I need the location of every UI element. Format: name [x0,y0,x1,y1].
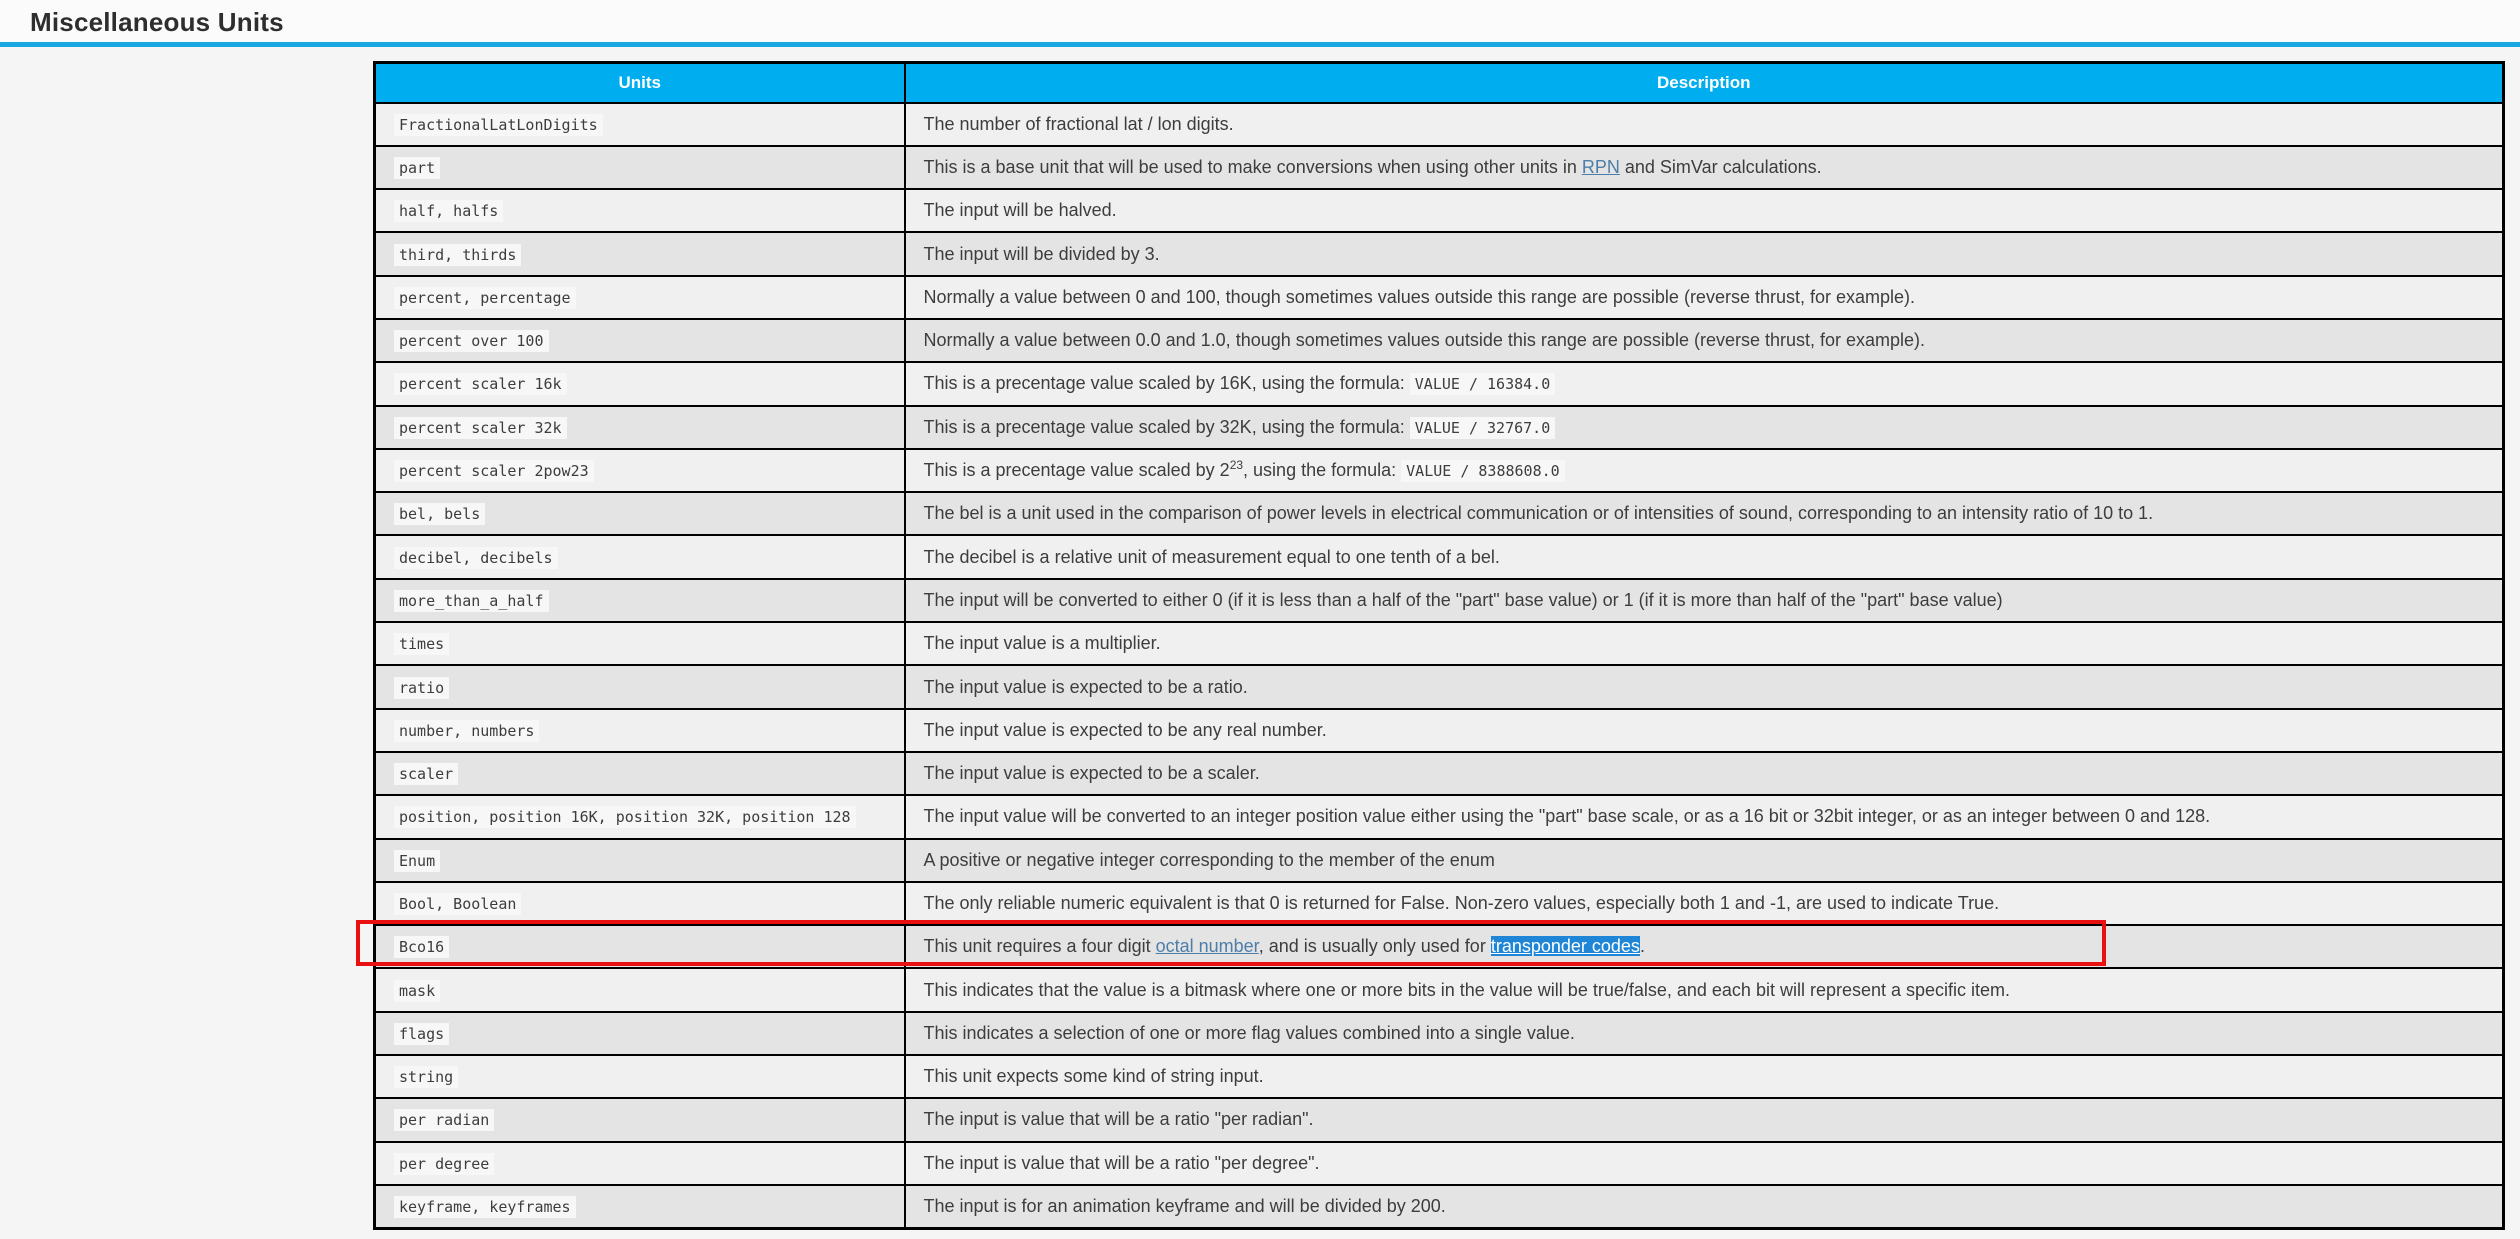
table-row [375,752,2504,795]
unit-name: position, position 16K, position 32K, position 128 [394,806,856,828]
unit-name: Enum [394,850,440,872]
table-row [375,925,2504,968]
table-row [375,709,2504,752]
unit-name: Bool, Boolean [394,893,521,915]
table-row [375,882,2504,925]
column-header-description: Description [905,63,2504,103]
table-row [375,406,2504,449]
description-cell: The input is value that will be a ratio "per radian". [905,1098,2504,1141]
unit-name: percent scaler 16k [394,373,567,395]
unit-name: bel, bels [394,503,485,525]
unit-cell [375,103,905,146]
table-row [375,276,2504,319]
octal-number-link[interactable]: octal number [1155,936,1259,957]
unit-name: Bco16 [394,936,449,958]
unit-name: times [394,633,449,655]
unit-cell [375,882,905,925]
description-cell: This is a precentage value scaled by $2^{23}$, using the formula: VALUE / 8388608.0 [905,449,2504,492]
table-row [375,103,2504,146]
unit-cell [375,968,905,1011]
page-title: Miscellaneous Units [30,7,284,37]
description-cell: This is a base unit that will be used to make conversions when using other units in RPN and SimVar calculations. [905,146,2504,189]
unit-name: per radian [394,1109,494,1131]
unit-cell [375,319,905,362]
unit-cell [375,1185,905,1228]
unit-cell [375,752,905,795]
unit-cell [375,622,905,665]
description-cell: The input value will be converted to an integer position value either using the "part" base scale, or as a 16 bit or 32bit integer, or as an integer between 0 and 128. [905,795,2504,838]
page-header [0,0,2520,42]
unit-cell [375,146,905,189]
unit-cell [375,1142,905,1185]
unit-cell [375,579,905,622]
unit-name: decibel, decibels [394,547,558,569]
table-row [375,449,2504,492]
table-row [375,492,2504,535]
description-cell: The input value is expected to be a ratio. [905,665,2504,708]
unit-name: per degree [394,1153,494,1175]
unit-cell [375,795,905,838]
unit-cell [375,1012,905,1055]
inline-code: VALUE / 8388608.0 [1401,460,1565,482]
table-row [375,665,2504,708]
table-row [375,795,2504,838]
description-cell: Normally a value between 0.0 and 1.0, though sometimes values outside this range are possible (reverse thrust, for example). [905,319,2504,362]
table-row [375,1098,2504,1141]
rpn-link[interactable]: RPN [1581,156,1620,177]
table-row [375,1055,2504,1098]
header-row [375,63,2504,103]
title-underline [0,42,2520,47]
description-cell: The input will be converted to either 0 (if it is less than a half of the "part" base value) or 1 (if it is more than half of the "part" base value) [905,579,2504,622]
unit-name: scaler [394,763,458,785]
table-body [375,103,2504,1229]
table-row [375,1142,2504,1185]
units-table-container [373,61,2505,1230]
unit-name: percent over 100 [394,330,549,352]
table-row [375,319,2504,362]
table-row [375,839,2504,882]
description-cell: The input value is a multiplier. [905,622,2504,665]
description-cell: This unit expects some kind of string input. [905,1055,2504,1098]
unit-cell [375,362,905,405]
unit-cell [375,449,905,492]
unit-cell [375,232,905,275]
unit-cell [375,1055,905,1098]
unit-name: mask [394,980,440,1002]
units-table [373,61,2505,1230]
unit-name: FractionalLatLonDigits [394,114,603,136]
unit-name: ratio [394,677,449,699]
unit-cell [375,189,905,232]
description-cell: The number of fractional lat / lon digits. [905,103,2504,146]
description-cell: The input will be halved. [905,189,2504,232]
unit-cell [375,535,905,578]
description-cell: The decibel is a relative unit of measurement equal to one tenth of a bel. [905,535,2504,578]
transponder-codes-link[interactable]: transponder codes [1490,936,1640,957]
unit-name: string [394,1066,458,1088]
description-cell: The input is for an animation keyframe and will be divided by 200. [905,1185,2504,1228]
description-cell: The bel is a unit used in the comparison of power levels in electrical communication or of intensities of sound, corresponding to an intensity ratio of 10 to 1. [905,492,2504,535]
table-row [375,362,2504,405]
unit-name: more_than_a_half [394,590,549,612]
description-cell: This indicates a selection of one or more flag values combined into a single value. [905,1012,2504,1055]
unit-cell [375,1098,905,1141]
unit-cell [375,925,905,968]
description-cell: The input will be divided by 3. [905,232,2504,275]
description-cell: This unit requires a four digit octal number, and is usually only used for transponder codes. [905,925,2504,968]
description-cell: This is a precentage value scaled by 16K, using the formula: VALUE / 16384.0 [905,362,2504,405]
unit-cell [375,492,905,535]
table-row [375,1012,2504,1055]
unit-name: percent scaler 32k [394,417,567,439]
unit-cell [375,709,905,752]
unit-cell [375,665,905,708]
unit-name: percent, percentage [394,287,576,309]
description-cell: The input value is expected to be a scaler. [905,752,2504,795]
unit-name: number, numbers [394,720,539,742]
superscript: 23 [1229,458,1244,473]
description-cell: A positive or negative integer corresponding to the member of the enum [905,839,2504,882]
description-cell: Normally a value between 0 and 100, though sometimes values outside this range are possible (reverse thrust, for example). [905,276,2504,319]
table-row [375,968,2504,1011]
unit-cell [375,839,905,882]
table-row [375,622,2504,665]
table-row [375,232,2504,275]
description-cell: This is a precentage value scaled by 32K, using the formula: VALUE / 32767.0 [905,406,2504,449]
inline-code: VALUE / 16384.0 [1410,373,1555,395]
description-cell: The input value is expected to be any real number. [905,709,2504,752]
description-cell: The only reliable numeric equivalent is that 0 is returned for False. Non-zero values, especially both 1 and -1, are used to indicate True. [905,882,2504,925]
unit-name: third, thirds [394,244,521,266]
table-row [375,146,2504,189]
table-row [375,1185,2504,1228]
unit-name: keyframe, keyframes [394,1196,576,1218]
inline-code: VALUE / 32767.0 [1410,417,1555,439]
unit-name: flags [394,1023,449,1045]
unit-name: half, halfs [394,200,503,222]
unit-name: part [394,157,440,179]
table-row [375,535,2504,578]
unit-cell [375,276,905,319]
description-cell: This indicates that the value is a bitmask where one or more bits in the value will be true/false, and each bit will represent a specific item. [905,968,2504,1011]
unit-cell [375,406,905,449]
unit-name: percent scaler 2pow23 [394,460,594,482]
description-cell: The input is value that will be a ratio "per degree". [905,1142,2504,1185]
table-row [375,579,2504,622]
column-header-units: Units [375,63,905,103]
table-header [375,63,2504,103]
table-row [375,189,2504,232]
